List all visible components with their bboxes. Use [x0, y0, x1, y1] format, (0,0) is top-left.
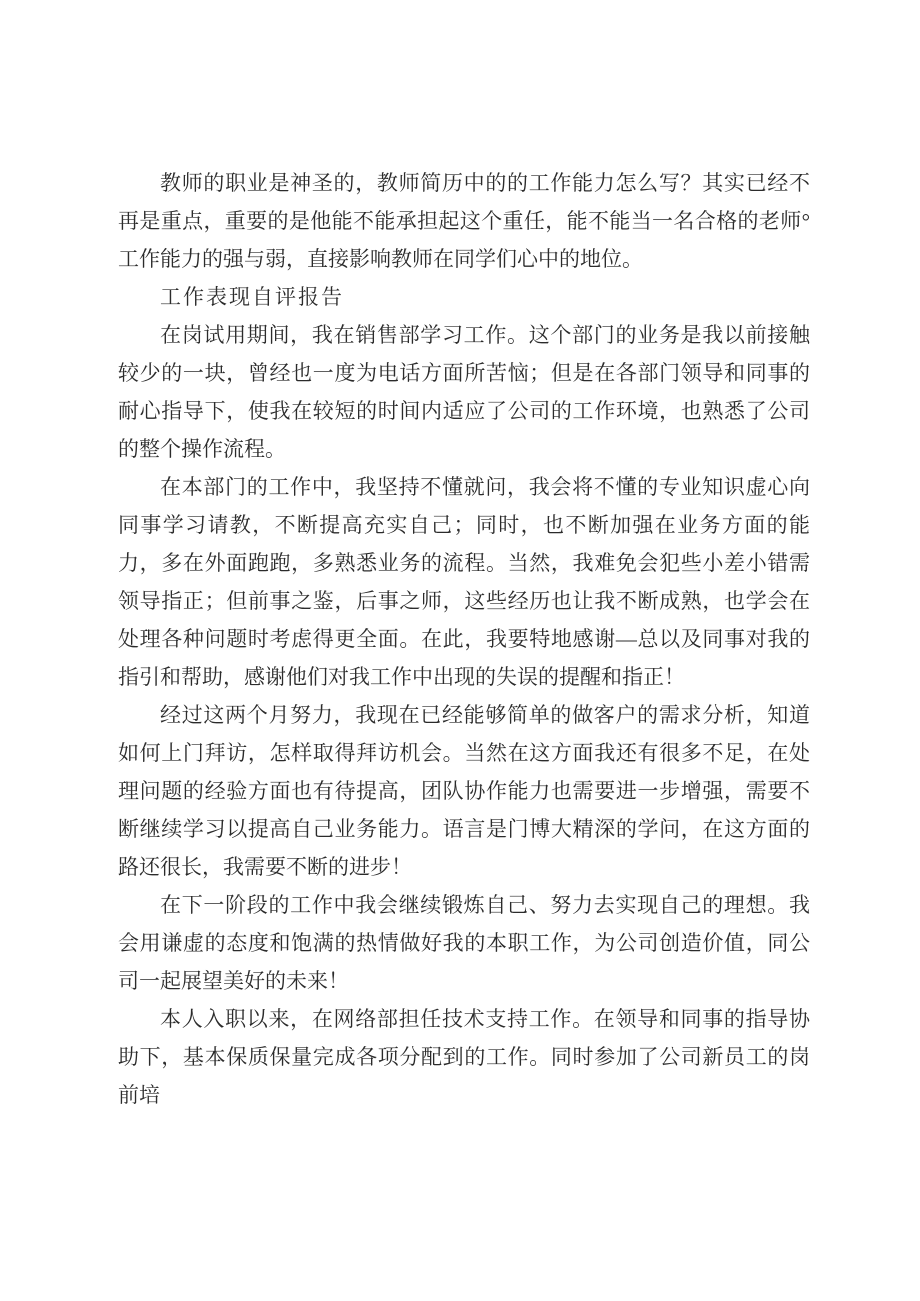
body-paragraph-4: 在下一阶段的工作中我会继续锻炼自己、努力去实现自己的理想。我会用谦虚的态度和饱满的热情做好我的本职工作，为公司创造价值，同公司一起展望美好的未来！ [118, 893, 810, 993]
body-paragraph-3: 经过这两个月努力，我现在已经能够简单的做客户的需求分析，知道如何上门拜访，怎样取得拜访机会。当然在这方面我还有很多不足，在处理问题的经验方面也有待提高，团队协作能力也需要进一步增强，需要不断继续学习以提高自己业务能力。语言是门博大精深的学问，在这方面的路还很长，我需要不断的进步！ [118, 703, 810, 879]
body-paragraph-1: 在岗试用期间，我在销售部学习工作。这个部门的业务是我以前接触较少的一块，曾经也一度为电话方面所苦恼；但是在各部门领导和同事的耐心指导下，使我在较短的时间内适应了公司的工作环境，也熟悉了公司的整个操作流程。 [118, 323, 810, 461]
body-paragraph-5: 本人入职以来，在网络部担任技术支持工作。在领导和同事的指导协助下，基本保质保量完成各项分配到的工作。同时参加了公司新员工的岗前培 [118, 1007, 810, 1107]
intro-paragraph: 教师的职业是神圣的，教师简历中的的工作能力怎么写？其实已经不再是重点，重要的是他能不能承担起这个重任，能不能当一名合格的老师° 工作能力的强与弱，直接影响教师在同学们心中的地位。 [118, 171, 810, 271]
document-title: 工作表现自评报告 [160, 285, 344, 309]
body-paragraph-2: 在本部门的工作中，我坚持不懂就问，我会将不懂的专业知识虚心向同事学习请教，不断提高充实自己；同时，也不断加强在业务方面的能力，多在外面跑跑，多熟悉业务的流程。当然，我难免会犯些小差小错需领导指正；但前事之鉴，后事之师，这些经历也让我不断成熟，也学会在处理各种问题时考虑得更全面。在此，我要特地感谢—总以及同事对我的指引和帮助，感谢他们对我工作中出现的失误的提醒和指正！ [118, 475, 810, 689]
